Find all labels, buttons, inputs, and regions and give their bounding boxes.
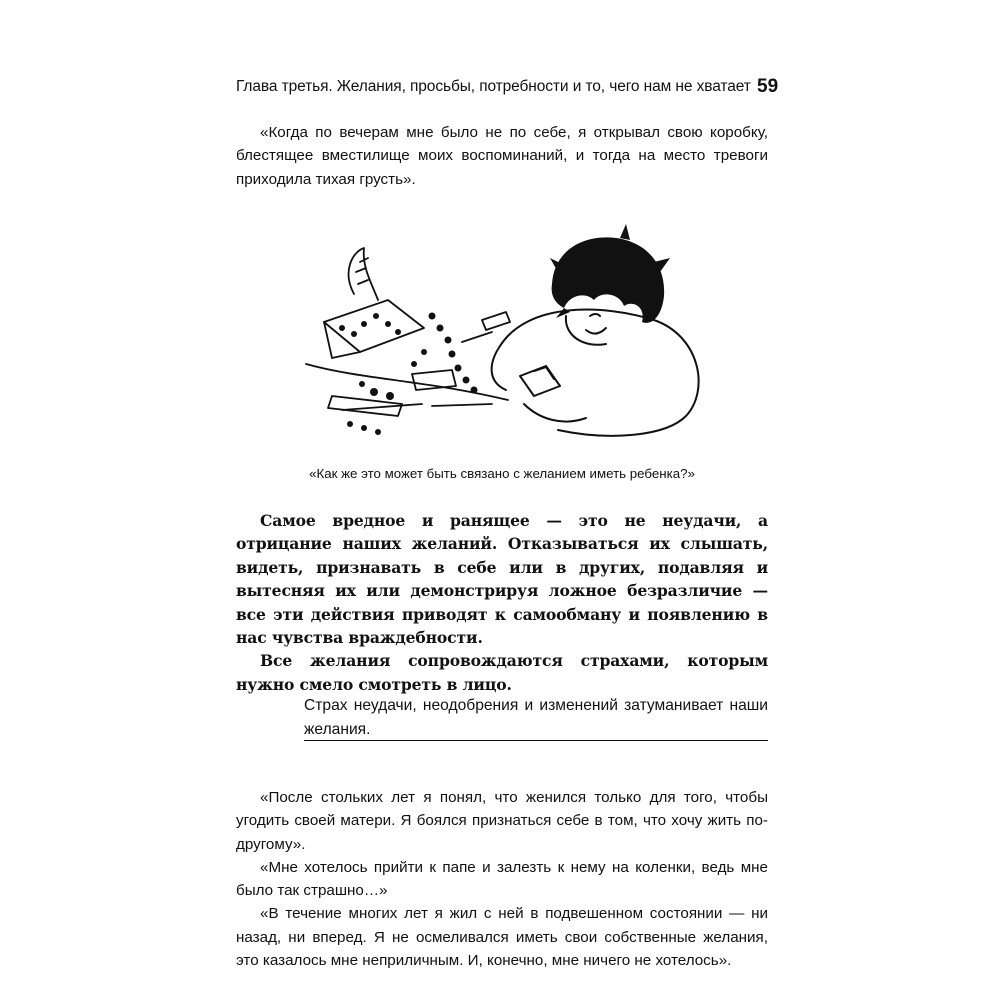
illustration-child-with-memory-box: [302, 224, 702, 464]
opening-quote: [236, 121, 768, 191]
running-head: Глава третья. Желания, просьбы, потребности и то, чего нам не хватает: [236, 78, 751, 95]
child-arm: [492, 346, 506, 390]
figure-caption: «Как же это может быть связано с желанием иметь ребенка?»: [309, 466, 695, 481]
client-quotes: [236, 786, 768, 972]
pull-quote-divider: [304, 740, 768, 741]
feather: [349, 248, 378, 300]
child-hand-lower: [524, 404, 586, 422]
quote-paragraph: «Мне хотелось прийти к папе и залезть к нему на коленки, ведь мне было так страшно…»: [236, 858, 768, 900]
child-eye: [590, 314, 600, 316]
quote-paragraph: «В течение многих лет я жил с ней в подвешенном состоянии — ни назад, ни вперед. Я не осмеливался иметь свои собственные желания, это казалось мне неприличным. И, конечно, мне ничего не хотелось».: [236, 905, 768, 970]
small-box: [520, 366, 560, 396]
body-paragraph: Все желания сопровождаются страхами, которым нужно смело смотреть в лицо.: [236, 651, 768, 694]
treasure-pile: [306, 248, 510, 416]
page-number: 59: [757, 76, 779, 97]
pull-quote: Страх неудачи, неодобрения и изменений затуманивает наши желания.: [304, 697, 768, 738]
spilled-items: [306, 364, 508, 400]
main-body-text: [236, 509, 768, 696]
child-smile: [586, 328, 606, 334]
quote-paragraph: «Когда по вечерам мне было не по себе, я открывал свою коробку, блестящее вместилище моих воспоминаний, и тогда на место тревоги приходила тихая грусть».: [236, 124, 768, 188]
beads-and-dots: [339, 313, 478, 436]
open-box: [324, 300, 424, 352]
quote-paragraph: «После стольких лет я понял, что женился только для того, чтобы угодить своей матери. Я боялся признаться себе в том, что хочу жить по-другому».: [236, 789, 768, 853]
child-hair: [550, 224, 670, 323]
body-paragraph: Самое вредное и ранящее — это не неудачи, а отрицание наших желаний. Отказываться их слышать, видеть, признавать в себе или в других, подавляя и вытесняя их или демонстрируя ложное безразличие — все эти действия приводят к самообману и появлению в нас чувства враждебности.: [236, 511, 768, 648]
